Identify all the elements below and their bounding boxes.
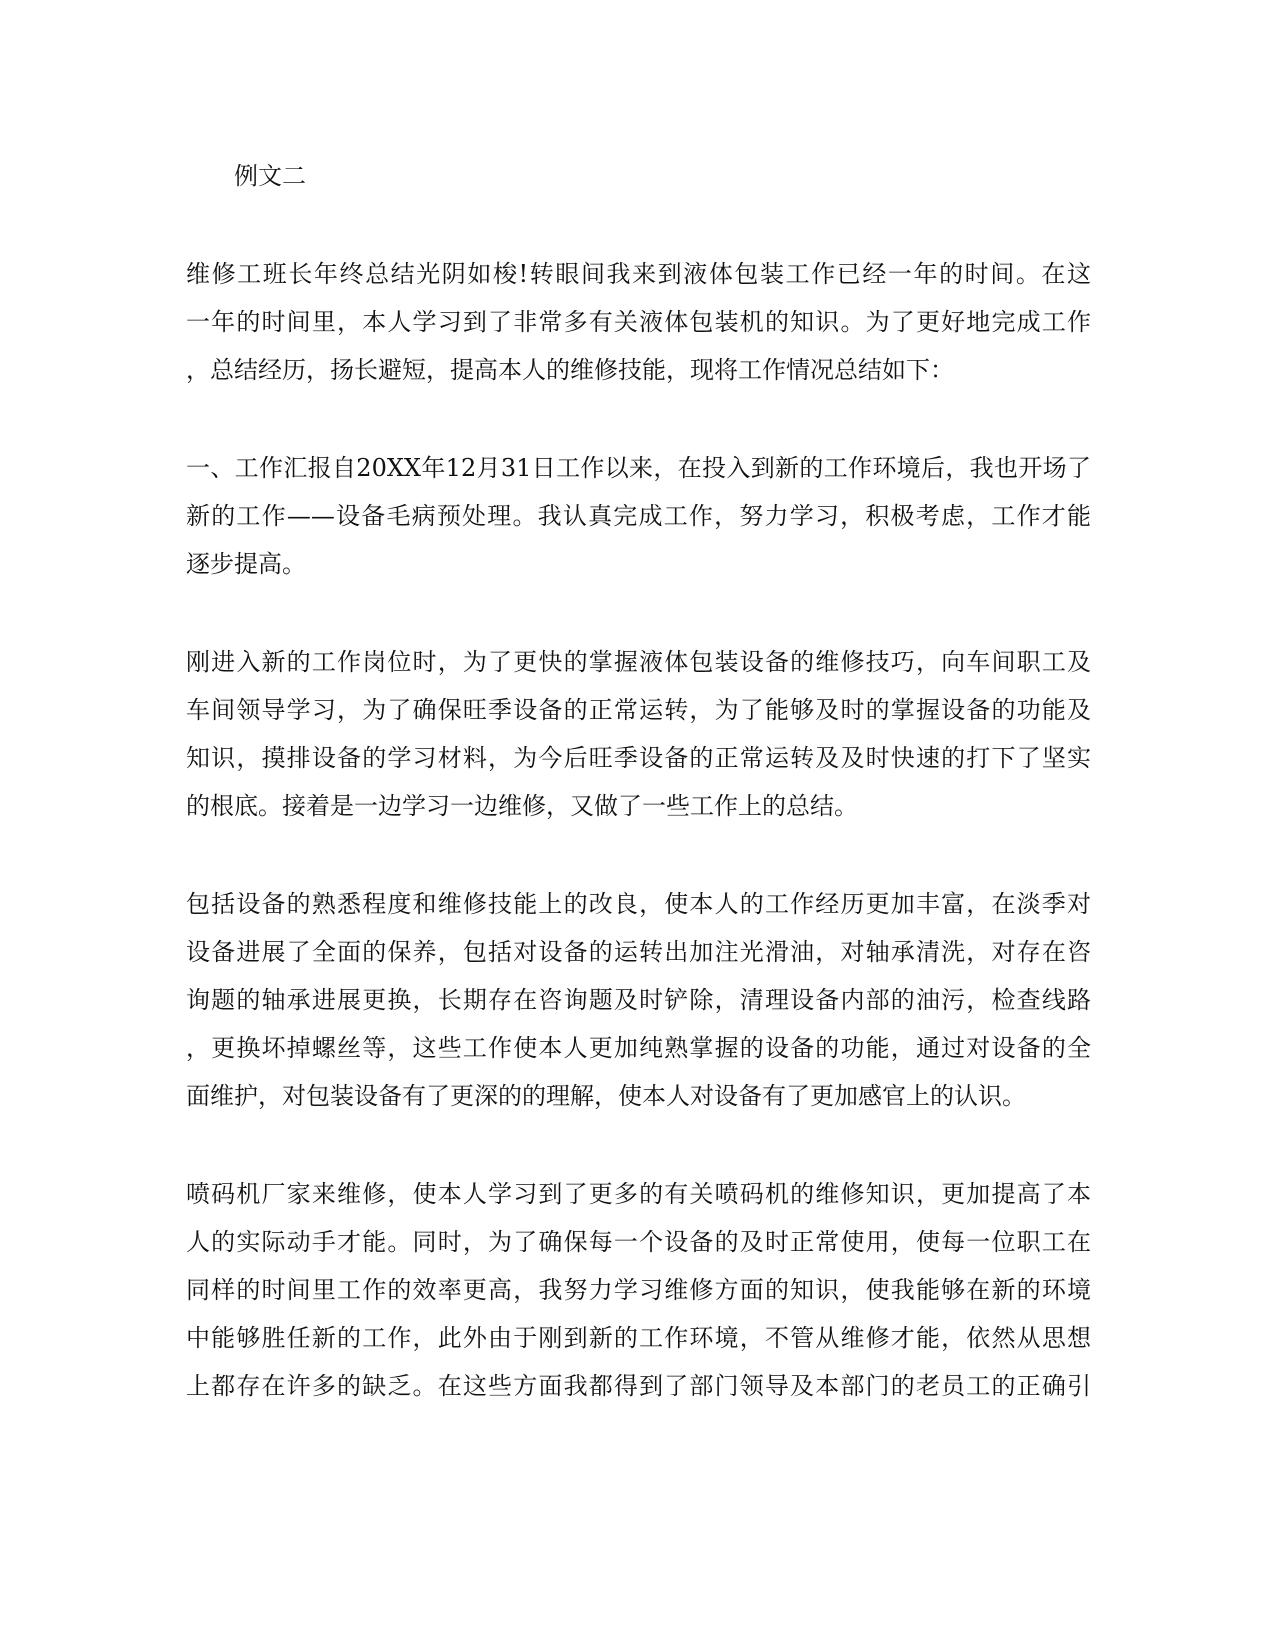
paragraph-line: 同样的时间里工作的效率更高，我努力学习维修方面的知识，使我能够在新的环境: [186, 1276, 1091, 1304]
paragraph-line: 刚进入新的工作岗位时，为了更快的掌握液体包装设备的维修技巧，向车间职工及: [186, 648, 1091, 676]
paragraph-line: 一、工作汇报自20XX年12月31日工作以来，在投入到新的工作环境后，我也开场了: [186, 454, 1091, 482]
paragraph-2: [186, 444, 1091, 588]
paragraph-line: 车间领导学习，为了确保旺季设备的正常运转，为了能够及时的掌握设备的功能及: [186, 696, 1091, 724]
paragraph-line: 设备进展了全面的保养，包括对设备的运转出加注光滑油，对轴承清洗，对存在咨: [186, 938, 1091, 966]
paragraph-line: 面维护，对包装设备有了更深的的理解，使本人对设备有了更加感官上的认识。: [186, 1082, 1026, 1110]
paragraph-line: 询题的轴承进展更换，长期存在咨询题及时铲除，清理设备内部的油污，检查线路: [186, 986, 1091, 1014]
paragraph-line: ，更换坏掉螺丝等，这些工作使本人更加纯熟掌握的设备的功能，通过对设备的全: [186, 1034, 1091, 1062]
paragraph-line: 上都存在许多的缺乏。在这些方面我都得到了部门领导及本部门的老员工的正确引: [186, 1372, 1091, 1400]
paragraph-line: 喷码机厂家来维修，使本人学习到了更多的有关喷码机的维修知识，更加提高了本: [186, 1180, 1091, 1208]
paragraph-line: 包括设备的熟悉程度和维修技能上的改良，使本人的工作经历更加丰富，在淡季对: [186, 890, 1091, 918]
document-heading: 例文二: [234, 162, 306, 190]
paragraph-1: [186, 250, 1091, 394]
paragraph-line: 逐步提高。: [186, 550, 306, 578]
paragraph-line: 新的工作——设备毛病预处理。我认真完成工作，努力学习，积极考虑，工作才能: [186, 502, 1091, 530]
paragraph-line: 人的实际动手才能。同时，为了确保每一个设备的及时正常使用，使每一位职工在: [186, 1228, 1091, 1256]
paragraph-line: 的根底。接着是一边学习一边维修，又做了一些工作上的总结。: [186, 792, 858, 820]
paragraph-4: [186, 880, 1091, 1120]
paragraph-5: [186, 1170, 1091, 1410]
paragraph-3: [186, 638, 1091, 830]
paragraph-line: 一年的时间里，本人学习到了非常多有关液体包装机的知识。为了更好地完成工作: [186, 308, 1091, 336]
paragraph-line: 中能够胜任新的工作，此外由于刚到新的工作环境，不管从维修才能，依然从思想: [186, 1324, 1091, 1352]
paragraph-line: ，总结经历，扬长避短，提高本人的维修技能，现将工作情况总结如下：: [186, 356, 954, 384]
paragraph-line: 维修工班长年终总结光阴如梭!转眼间我来到液体包装工作已经一年的时间。在这: [186, 260, 1091, 288]
paragraph-line: 知识，摸排设备的学习材料，为今后旺季设备的正常运转及及时快速的打下了坚实: [186, 744, 1091, 772]
